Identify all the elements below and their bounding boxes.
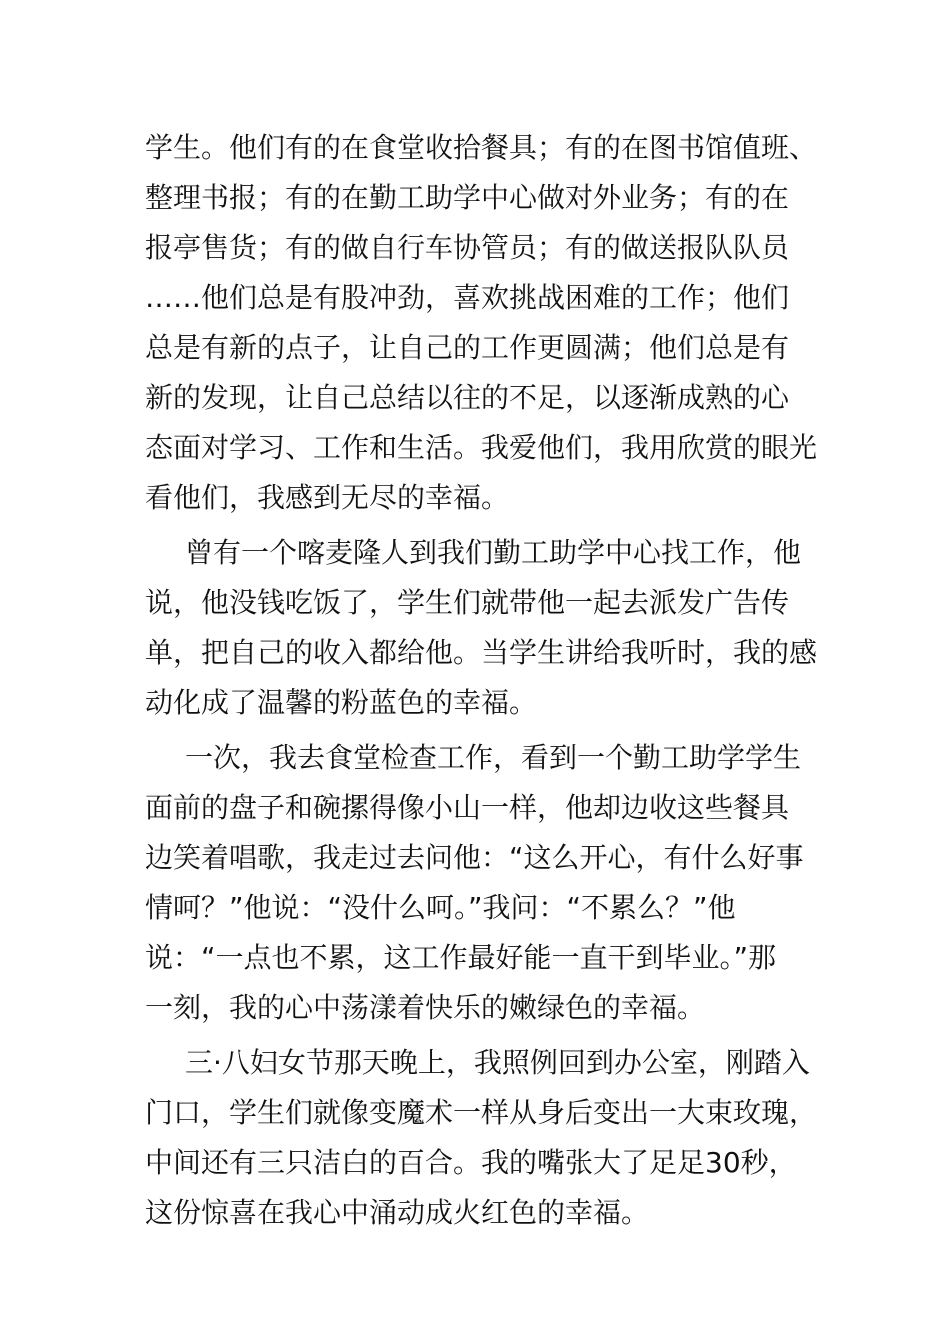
text-line: 报亭售货；有的做自行车协管员；有的做送报队队员 [145, 231, 790, 264]
text-line: 一刻，我的心中荡漾着快乐的嫩绿色的幸福。 [145, 991, 706, 1024]
text-line: 边笑着唱歌，我走过去问他：“这么开心，有什么好事 [145, 841, 804, 874]
text-line: 面前的盘子和碗摞得像小山一样，他却边收这些餐具 [145, 791, 790, 824]
text-line: 态面对学习、工作和生活。我爱他们，我用欣赏的眼光 [145, 431, 818, 464]
text-line: 总是有新的点子，让自己的工作更圆满；他们总是有 [145, 331, 790, 364]
paragraph-1 [145, 123, 825, 523]
text-line: 一次，我去食堂检查工作，看到一个勤工助学学生 [185, 741, 802, 774]
paragraph-4 [145, 1038, 825, 1238]
text-line: 说，他没钱吃饭了，学生们就带他一起去派发广告传 [145, 586, 790, 619]
text-line: 三·八妇女节那天晚上，我照例回到办公室，刚踏入 [185, 1046, 810, 1079]
text-line: 学生。他们有的在食堂收拾餐具；有的在图书馆值班、 [145, 131, 818, 164]
text-line: 这份惊喜在我心中涌动成火红色的幸福。 [145, 1196, 650, 1229]
text-line: 整理书报；有的在勤工助学中心做对外业务；有的在 [145, 181, 790, 214]
text-line: 单，把自己的收入都给他。当学生讲给我听时，我的感 [145, 636, 818, 669]
text-line: 动化成了温馨的粉蓝色的幸福。 [145, 686, 538, 719]
text-line: 情呵？”他说：“没什么呵。”我问：“不累么？”他 [145, 891, 736, 924]
text-line: 门口，学生们就像变魔术一样从身后变出一大束玫瑰， [145, 1096, 818, 1129]
paragraph-2 [145, 528, 825, 728]
text-line: 看他们，我感到无尽的幸福。 [145, 481, 510, 514]
document-body [145, 123, 825, 1243]
text-line: 新的发现，让自己总结以往的不足，以逐渐成熟的心 [145, 381, 790, 414]
paragraph-3 [145, 733, 825, 1033]
text-line: 曾有一个喀麦隆人到我们勤工助学中心找工作，他 [185, 536, 802, 569]
text-line: 中间还有三只洁白的百合。我的嘴张大了足足30秒， [145, 1146, 797, 1179]
text-line: 说：“一点也不累，这工作最好能一直干到毕业。”那 [145, 941, 777, 974]
text-line: ……他们总是有股冲劲，喜欢挑战困难的工作；他们 [145, 281, 790, 314]
